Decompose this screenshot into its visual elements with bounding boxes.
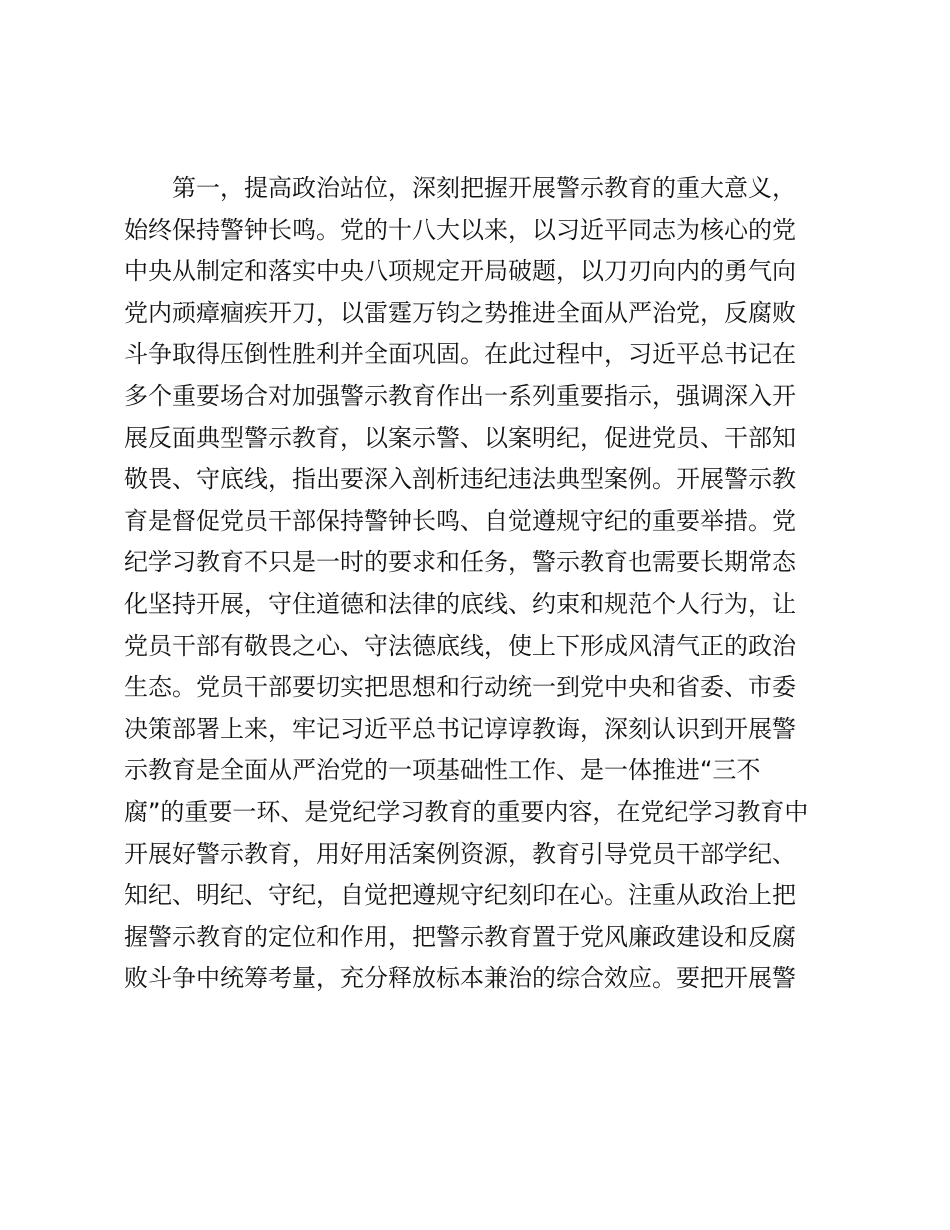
paragraph-line: 知纪、明纪、守纪，自觉把遵规守纪刻印在心。注重从政治上把 [124,881,796,910]
paragraph-line: 纪学习教育不只是一时的要求和任务，警示教育也需要长期常态 [124,548,796,577]
paragraph-line: 第一，提高政治站位，深刻把握开展警示教育的重大意义， [172,174,796,202]
paragraph-line: 化坚持开展，守住道德和法律的底线、约束和规范个人行为，让 [124,589,796,618]
body-paragraph [124,168,844,1000]
paragraph-line: 决策部署上来，牢记习近平总书记谆谆教诲，深刻认识到开展警 [124,714,796,743]
paragraph-line: 中央从制定和落实中央八项规定开局破题，以刀刃向内的勇气向 [124,257,796,286]
paragraph-line: 多个重要场合对加强警示教育作出一系列重要指示，强调深入开 [124,381,796,410]
paragraph-line: 开展好警示教育，用好用活案例资源，教育引导党员干部学纪、 [124,839,796,868]
paragraph-line: 腐”的重要一环、是党纪学习教育的重要内容，在党纪学习教育中 [124,797,809,826]
paragraph-line: 育是督促党员干部保持警钟长鸣、自觉遵规守纪的重要举措。党 [124,506,796,535]
paragraph-line: 展反面典型警示教育，以案示警、以案明纪，促进党员、干部知 [124,423,796,452]
paragraph-line: 斗争取得压倒性胜利并全面巩固。在此过程中，习近平总书记在 [124,340,796,369]
paragraph-line: 始终保持警钟长鸣。党的十八大以来，以习近平同志为核心的党 [124,215,796,244]
paragraph-line: 党内顽瘴痼疾开刀，以雷霆万钧之势推进全面从严治党，反腐败 [124,298,796,327]
paragraph-line: 示教育是全面从严治党的一项基础性工作、是一体推进“三不 [124,756,761,785]
paragraph-line: 党员干部有敬畏之心、守法德底线，使上下形成风清气正的政治 [124,631,796,660]
paragraph-line: 生态。党员干部要切实把思想和行动统一到党中央和省委、市委 [124,673,796,702]
paragraph-line: 敬畏、守底线，指出要深入剖析违纪违法典型案例。开展警示教 [124,465,796,494]
paragraph-line: 败斗争中统筹考量，充分释放标本兼治的综合效应。要把开展警 [124,964,796,993]
paragraph-line: 握警示教育的定位和作用，把警示教育置于党风廉政建设和反腐 [124,922,796,951]
